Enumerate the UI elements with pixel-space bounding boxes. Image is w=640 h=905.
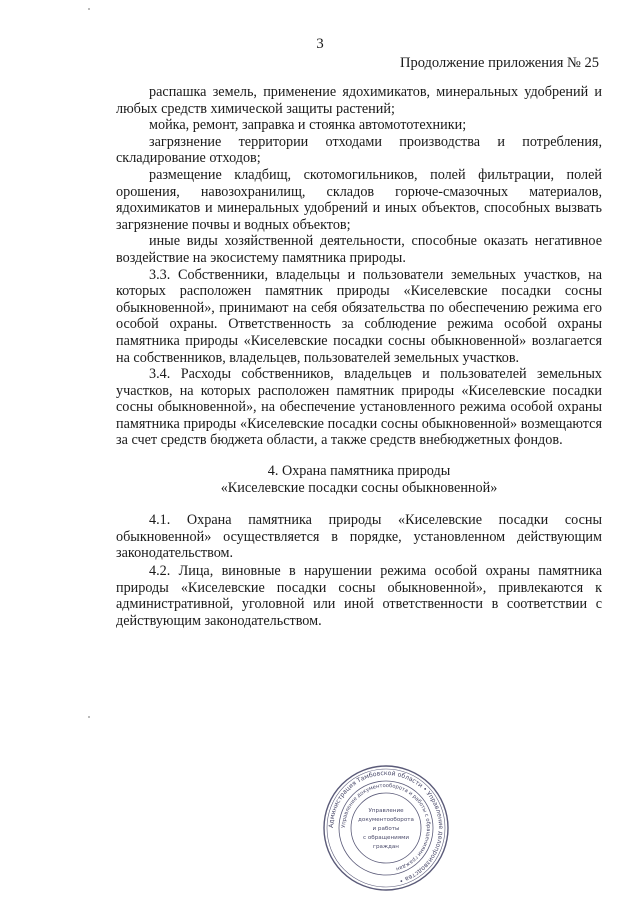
appendix-caption: Продолжение приложения № 25: [400, 55, 599, 71]
stamp-center-line: документооборота: [358, 817, 414, 823]
paragraph: размещение кладбищ, скотомогильников, полей фильтрации, полей орошения, навозохранилищ, складов горюче-смазочных материалов, ядохимикатов и минеральных удобрений и иных объектов, способных вызвать загрязнение почвы и водных объектов;: [116, 166, 602, 233]
scan-mark: [88, 8, 90, 10]
document-body: [116, 84, 602, 629]
stamp-center-line: граждан: [373, 844, 399, 850]
stamp-center-line: с обращениями: [363, 835, 409, 841]
paragraph: иные виды хозяйственной деятельности, способные оказать негативное воздействие на экосистему памятника природы.: [116, 233, 602, 266]
paragraph: распашка земель, применение ядохимикатов, минеральных удобрений и любых средств химической защиты растений;: [116, 84, 602, 117]
scan-mark: [88, 716, 90, 718]
paragraph: 3.3. Собственники, владельцы и пользователи земельных участков, на которых расположен памятник природы «Киселевские посадки сосны обыкновенной», принимают на себя обязательства по обеспечению режима его особой охраны. Ответственность за соблюдение режима особой охраны памятника природы «Киселевские посадки сосны обыкновенной» возлагается на собственников, владельцев, пользователей земельных участков.: [116, 266, 602, 366]
section-title: [116, 463, 602, 496]
section-title-line: «Киселевские посадки сосны обыкновенной»: [220, 479, 498, 496]
paragraph: мойка, ремонт, заправка и стоянка автомототехники;: [149, 117, 467, 134]
stamp-center-line: Управление: [368, 808, 404, 814]
stamp-inner-text: Управление документооборота и работы с обращениями граждан: [340, 782, 432, 872]
page-number: 3: [316, 36, 324, 52]
paragraph: загрязнение территории отходами производства и потребления, складирование отходов;: [116, 133, 602, 167]
section-title-line: 4. Охрана памятника природы: [267, 463, 451, 480]
paragraph: 4.2. Лица, виновные в нарушении режима особой охраны памятника природы «Киселевские посадки сосны обыкновенной», привлекаются к административной, уголовной или иной ответственности в соответствии с действующим законодательством.: [116, 563, 602, 629]
official-stamp: [322, 764, 450, 892]
stamp-center-line: и работы: [372, 826, 400, 832]
paragraph: 4.1. Охрана памятника природы «Киселевские посадки сосны обыкновенной» осуществляется в порядке, установленном действующим законодательством.: [116, 512, 602, 562]
paragraph: 3.4. Расходы собственников, владельцев и пользователей земельных участков, на которых расположен памятник природы «Киселевские посадки сосны обыкновенной», на обеспечение установленного режима особой охраны памятника природы «Киселевские посадки сосны обыкновенной» возмещаются за счет средств бюджета области, а также средств внебюджетных фондов.: [116, 366, 602, 449]
stamp-outer-text: Администрация Тамбовской области • Управление делопроизводства •: [327, 769, 445, 885]
